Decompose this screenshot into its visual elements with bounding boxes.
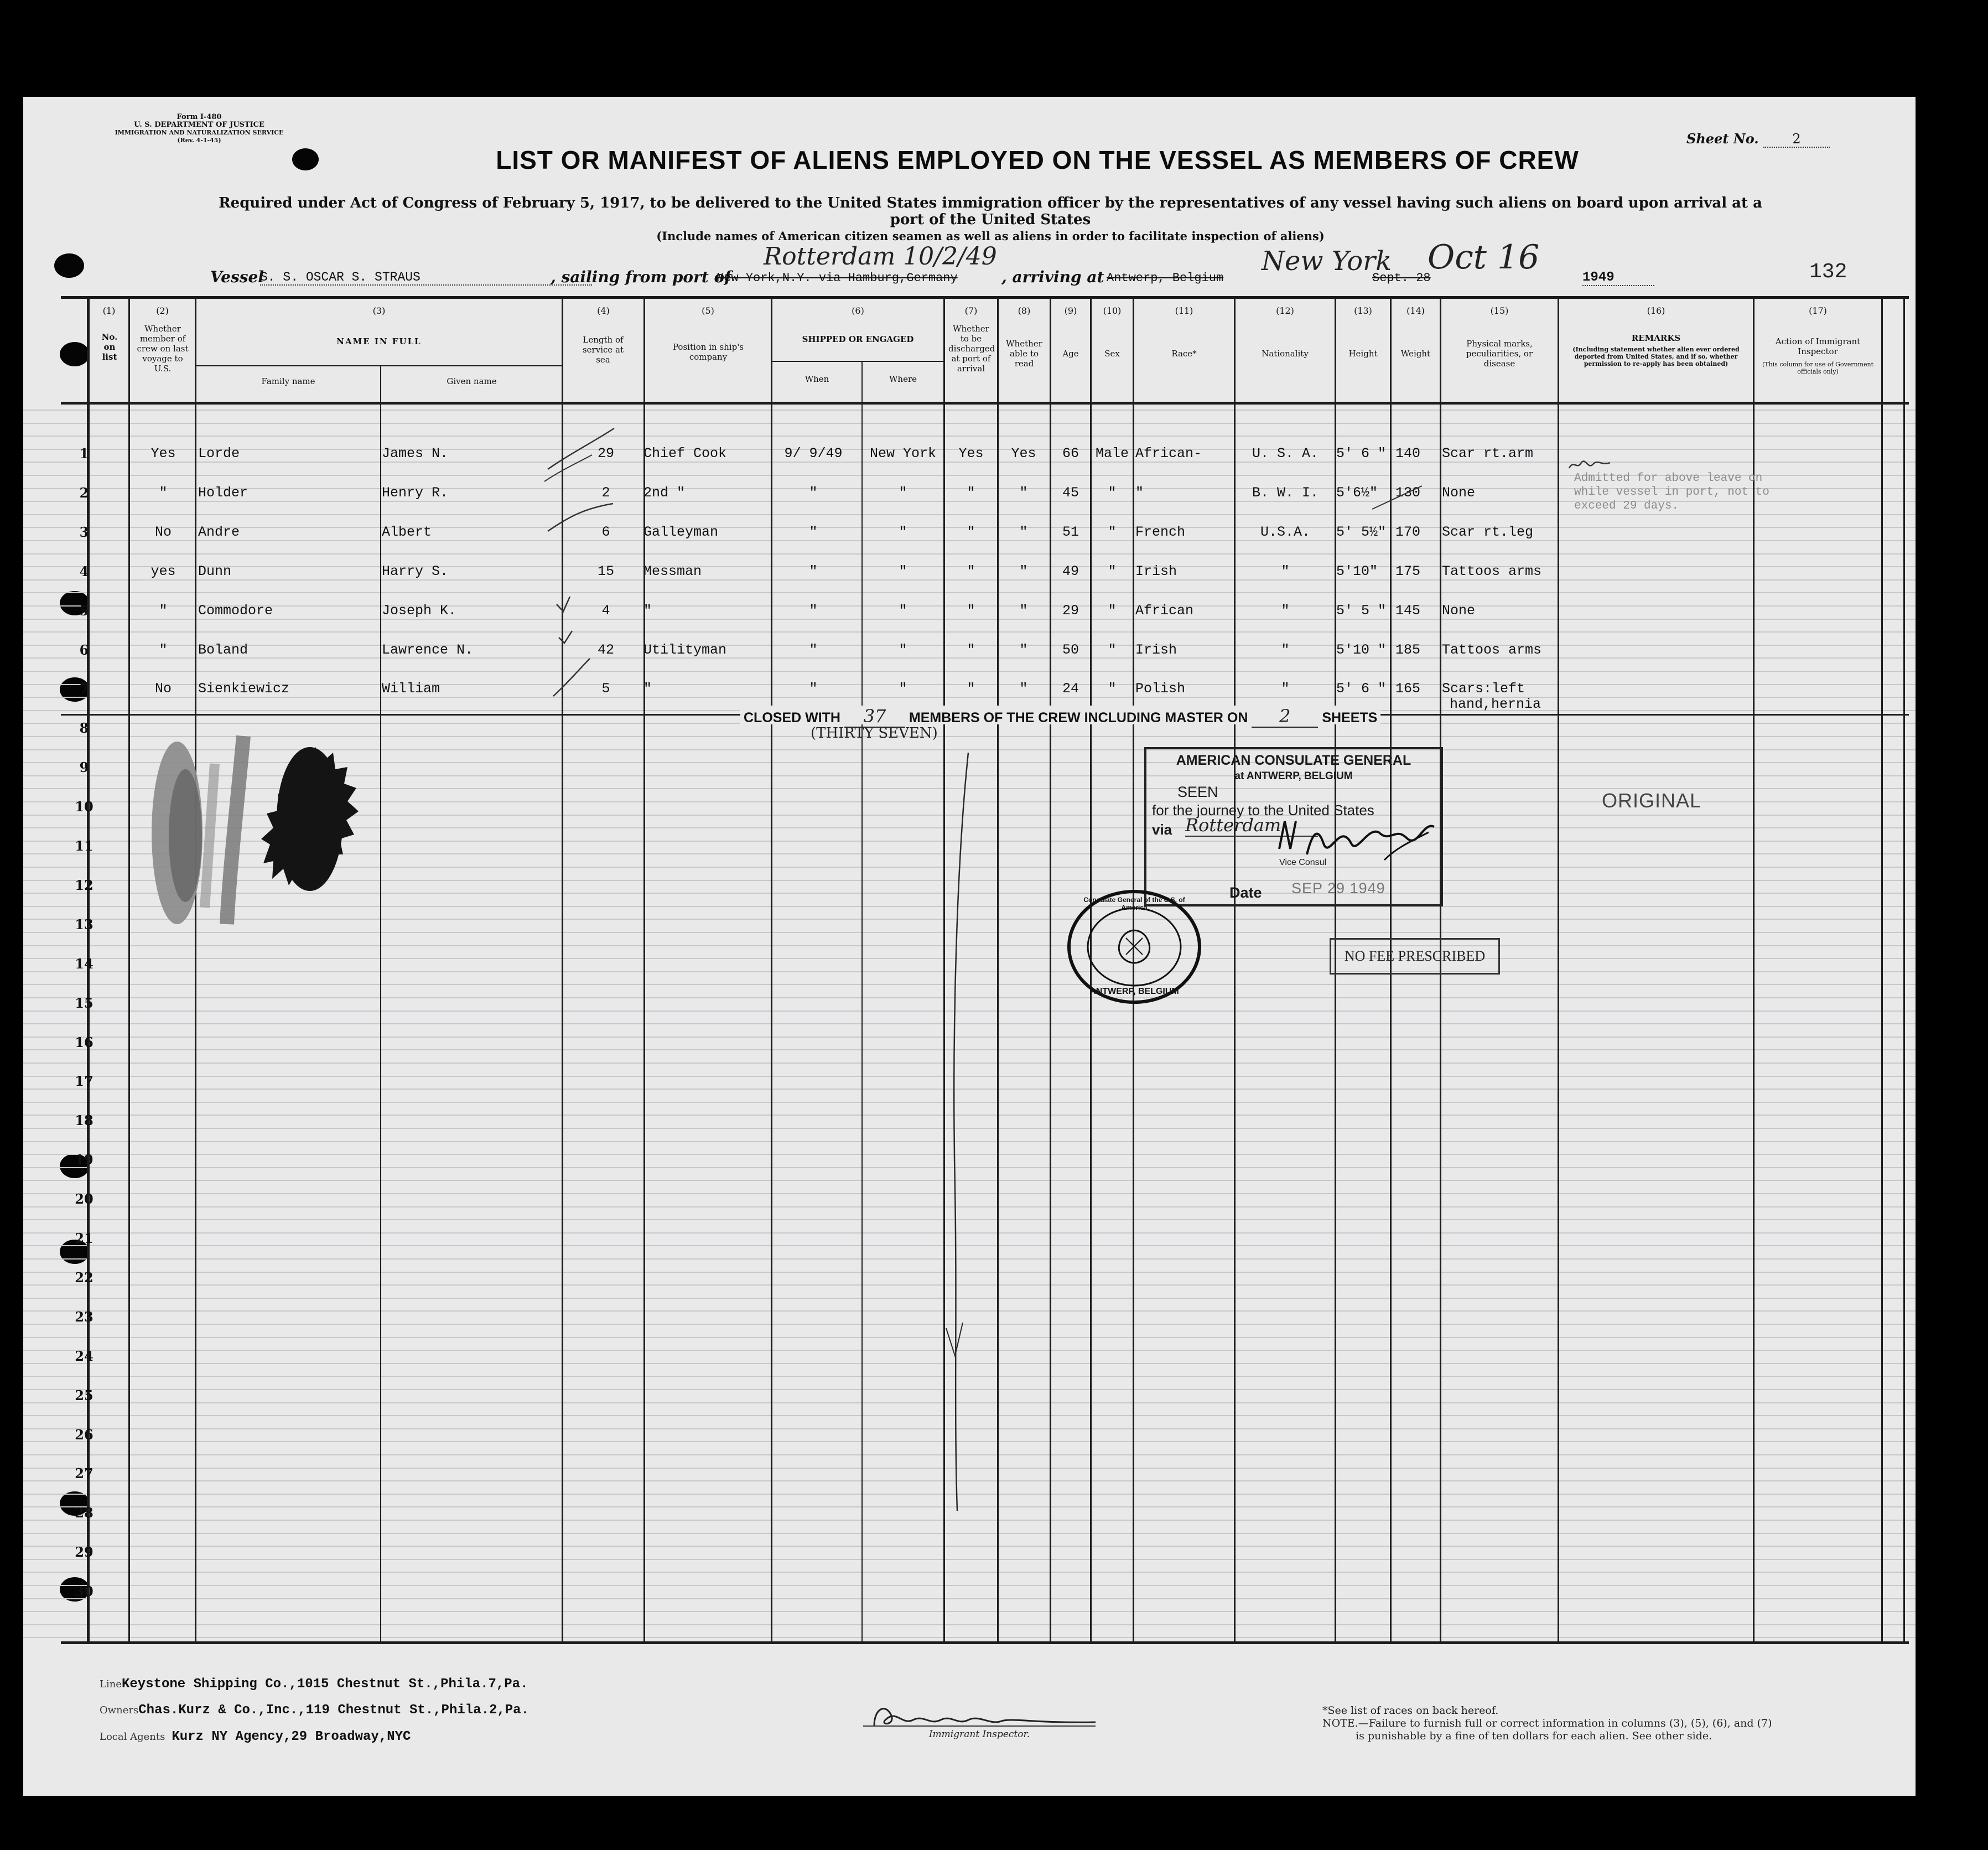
footer-line bbox=[100, 1677, 528, 1692]
header-last-voyage: Whether member of crew on last voyage to U.S. bbox=[137, 324, 189, 374]
seal-stamps bbox=[133, 730, 376, 935]
ledger-rule bbox=[23, 671, 1916, 672]
cell-height: 5' 5 " bbox=[1336, 603, 1387, 619]
header-action: Action of Immigrant Inspector bbox=[1775, 336, 1861, 356]
year: 1949 bbox=[1582, 270, 1654, 286]
cell-where: " bbox=[899, 524, 907, 540]
consulate-seen: SEEN bbox=[1177, 784, 1218, 800]
cell-read: " bbox=[1019, 642, 1028, 658]
cell-discharged: " bbox=[967, 524, 975, 540]
cell-family: Dunn bbox=[198, 563, 232, 579]
col-border bbox=[1881, 296, 1883, 1644]
cell-position: Chief Cook bbox=[643, 445, 727, 462]
cell-when: 9/ 9/49 bbox=[784, 445, 843, 462]
row-number: 24 bbox=[75, 1348, 94, 1364]
cell-family: Andre bbox=[198, 524, 240, 540]
page-number: 132 bbox=[1809, 260, 1847, 284]
table-top-border bbox=[61, 296, 1909, 299]
cell-read: Yes bbox=[1011, 445, 1036, 462]
closing-prefix: CLOSED WITH bbox=[744, 710, 840, 726]
cell-marks: Scar rt.arm bbox=[1442, 445, 1534, 462]
consulate-line-2: at ANTWERP, BELGIUM bbox=[1234, 770, 1353, 782]
cell-where: " bbox=[899, 603, 907, 619]
cell-age: 24 bbox=[1062, 681, 1079, 697]
header-shipped-engaged: SHIPPED OR ENGAGED bbox=[802, 334, 914, 344]
row-number: 4 bbox=[79, 563, 89, 579]
owners-value: Chas.Kurz & Co.,Inc.,119 Chestnut St.,Phila.2,Pa. bbox=[138, 1703, 529, 1718]
cell-sex: " bbox=[1108, 524, 1117, 540]
header-no-on-list: No. on list bbox=[101, 332, 118, 362]
header-able-to-read: Whether able to read bbox=[1006, 339, 1042, 369]
cell-given: William bbox=[382, 681, 440, 697]
closing-suffix: SHEETS bbox=[1322, 710, 1378, 726]
consulate-vice-consul: Vice Consul bbox=[1279, 858, 1327, 867]
ledger-rule bbox=[23, 1585, 1916, 1586]
cell-given: Joseph K. bbox=[382, 603, 457, 619]
cell-height: 5'10" bbox=[1336, 563, 1378, 579]
port-typed: New York,N.Y. via Hamburg,Germany bbox=[717, 271, 958, 285]
cell-age: 29 bbox=[1062, 603, 1079, 619]
col-border bbox=[380, 365, 381, 1644]
cell-discharged: " bbox=[967, 563, 975, 579]
cell-sex: Male bbox=[1095, 445, 1129, 462]
row-number: 25 bbox=[75, 1387, 94, 1403]
ledger-rule bbox=[23, 1533, 1916, 1534]
row-number: 6 bbox=[79, 642, 89, 658]
cell-sex: " bbox=[1108, 681, 1117, 697]
cell-prev: " bbox=[159, 642, 168, 658]
agents-value: Kurz NY Agency,29 Broadway,NYC bbox=[172, 1729, 411, 1744]
col-num: (9) bbox=[1064, 305, 1077, 316]
cell-position: " bbox=[643, 681, 652, 697]
ledger-rule bbox=[23, 631, 1916, 633]
name-subheader-line bbox=[195, 365, 563, 366]
header-sex: Sex bbox=[1104, 349, 1120, 359]
consul-signature bbox=[1274, 810, 1440, 871]
header-length-service: Length of service at sea bbox=[582, 335, 624, 365]
cell-where: " bbox=[899, 563, 907, 579]
cell-family: Lorde bbox=[198, 445, 240, 462]
cell-service: 6 bbox=[601, 524, 610, 540]
cell-discharged: " bbox=[967, 485, 975, 501]
cell-age: 50 bbox=[1062, 642, 1079, 658]
cell-position: " bbox=[643, 603, 652, 619]
cell-discharged: " bbox=[967, 681, 975, 697]
col-num: (16) bbox=[1647, 305, 1665, 316]
ledger-rule bbox=[23, 697, 1916, 698]
cell-family: Sienkiewicz bbox=[198, 681, 290, 697]
seal-top-text: Consulate General of the U.S. of America bbox=[1083, 896, 1185, 911]
cell-age: 51 bbox=[1062, 524, 1079, 540]
col-num: (1) bbox=[102, 305, 116, 316]
cell-marks: None bbox=[1442, 603, 1476, 619]
ledger-rule bbox=[23, 410, 1916, 411]
cell-read: " bbox=[1019, 563, 1028, 579]
cell-height: 5'10 " bbox=[1336, 642, 1387, 658]
col-num: (5) bbox=[702, 305, 714, 316]
row-number: 27 bbox=[75, 1465, 94, 1481]
col-num: (13) bbox=[1354, 305, 1372, 316]
cell-weight: 175 bbox=[1395, 563, 1421, 579]
form-number: Form I-480 bbox=[177, 113, 222, 121]
closing-sheets: 2 bbox=[1252, 706, 1318, 728]
cell-service: 15 bbox=[597, 563, 614, 579]
header-when: When bbox=[804, 374, 829, 384]
row-number: 26 bbox=[75, 1427, 94, 1443]
cell-marks: Tattoos arms bbox=[1442, 642, 1542, 658]
header-position: Position in ship's company bbox=[672, 342, 744, 362]
closing-middle: MEMBERS OF THE CREW INCLUDING MASTER ON bbox=[909, 710, 1248, 726]
ledger-rule bbox=[23, 540, 1916, 541]
cell-weight: 170 bbox=[1395, 524, 1421, 540]
cell-age: 66 bbox=[1062, 445, 1079, 462]
header-age: Age bbox=[1062, 349, 1079, 359]
department: U. S. DEPARTMENT OF JUSTICE bbox=[134, 121, 264, 129]
cell-service: 2 bbox=[601, 485, 610, 501]
row-number: 20 bbox=[75, 1191, 94, 1207]
subtitle-line-2: port of the United States bbox=[890, 211, 1091, 228]
cell-when: " bbox=[809, 642, 818, 658]
header-bottom-border bbox=[61, 402, 1909, 405]
col-num: (11) bbox=[1175, 305, 1193, 316]
col-border bbox=[1903, 296, 1905, 1644]
note-penalty-1: NOTE.—Failure to furnish full or correct information in columns (3), (5), (6), and (7) bbox=[1322, 1717, 1772, 1729]
header-height: Height bbox=[1348, 349, 1378, 359]
ledger-rule bbox=[23, 1559, 1916, 1560]
cell-when: " bbox=[809, 603, 818, 619]
footer-notes bbox=[1322, 1704, 1772, 1743]
cell-given: Albert bbox=[382, 524, 432, 540]
header-family-name: Family name bbox=[261, 376, 315, 386]
cell-discharged: " bbox=[967, 603, 975, 619]
row-number: 29 bbox=[75, 1544, 94, 1560]
pen-stroke bbox=[935, 747, 979, 1522]
cell-sex: " bbox=[1108, 642, 1117, 658]
cell-where: New York bbox=[869, 445, 937, 462]
cell-race: Irish bbox=[1135, 563, 1177, 579]
ledger-rule bbox=[23, 553, 1916, 555]
col-num: (6) bbox=[852, 305, 864, 316]
cell-marks: Scar rt.leg bbox=[1442, 524, 1534, 540]
vessel-name: S. S. OSCAR S. STRAUS bbox=[260, 270, 592, 286]
page-title: LIST OR MANIFEST OF ALIENS EMPLOYED ON THE VESSEL AS MEMBERS OF CREW bbox=[496, 146, 1579, 174]
cell-race: French bbox=[1135, 524, 1186, 540]
header-remarks: REMARKS bbox=[1631, 333, 1681, 343]
cell-sex: " bbox=[1108, 563, 1117, 579]
cell-where: " bbox=[899, 642, 907, 658]
cell-family: Holder bbox=[198, 485, 248, 501]
row-number: 2 bbox=[79, 485, 89, 501]
cell-prev: Yes bbox=[150, 445, 176, 462]
cell-height: 5' 5½" bbox=[1336, 524, 1387, 540]
row-number: 11 bbox=[75, 838, 94, 854]
col-num: (12) bbox=[1276, 305, 1294, 316]
header-nationality: Nationality bbox=[1262, 349, 1309, 359]
cell-position: Galleyman bbox=[643, 524, 719, 540]
line-value: Keystone Shipping Co.,1015 Chestnut St.,Phila.7,Pa. bbox=[121, 1677, 528, 1692]
cell-race: African bbox=[1135, 603, 1194, 619]
row-number: 17 bbox=[75, 1073, 94, 1089]
cell-given: James N. bbox=[382, 445, 449, 462]
row-number: 9 bbox=[79, 759, 89, 775]
closing-count: 37 bbox=[844, 706, 905, 728]
cell-prev: " bbox=[159, 485, 168, 501]
cell-weight: 140 bbox=[1395, 445, 1421, 462]
row-number: 23 bbox=[75, 1309, 94, 1325]
cell-marks: None bbox=[1442, 485, 1476, 501]
row-number: 21 bbox=[75, 1230, 94, 1246]
cell-height: 5' 6 " bbox=[1336, 445, 1387, 462]
line-label: Line bbox=[100, 1678, 122, 1690]
subtitle bbox=[105, 195, 1876, 245]
remarks-line-2: while vessel in port, not to bbox=[1574, 486, 1769, 499]
row-number: 5 bbox=[79, 603, 89, 619]
cell-height: 5' 6 " bbox=[1336, 681, 1387, 697]
cell-sex: " bbox=[1108, 603, 1117, 619]
header-remarks-note: (Including statement whether alien ever ordered deported from United States, and if so, whether permission to re-apply has been obtained) bbox=[1572, 346, 1740, 367]
consulate-via-label: via bbox=[1152, 821, 1172, 838]
cell-given: Harry S. bbox=[382, 563, 449, 579]
ledger-rule bbox=[23, 514, 1916, 515]
agents-label: Local Agents bbox=[100, 1731, 165, 1743]
footer-agents bbox=[100, 1729, 411, 1744]
ledger-rule bbox=[23, 1624, 1916, 1625]
header-name-in-full: NAME IN FULL bbox=[336, 336, 422, 346]
col-border bbox=[128, 296, 130, 1644]
consulate-journey: for the journey to the United States bbox=[1152, 802, 1374, 818]
cell-when: " bbox=[809, 524, 818, 540]
row-number: 13 bbox=[75, 916, 94, 932]
cell-discharged: Yes bbox=[958, 445, 984, 462]
cell-prev: " bbox=[159, 603, 168, 619]
cell-position: Messman bbox=[643, 563, 702, 579]
ledger-rule bbox=[23, 579, 1916, 581]
original-stamp: ORIGINAL bbox=[1602, 789, 1702, 812]
row-number: 30 bbox=[75, 1583, 94, 1599]
ledger-rule bbox=[23, 436, 1916, 437]
vessel-label: Vessel bbox=[210, 268, 264, 286]
cell-when: " bbox=[809, 563, 818, 579]
ledger-rule bbox=[23, 1637, 1916, 1638]
cell-given: Henry R. bbox=[382, 485, 449, 501]
cell-prev: yes bbox=[150, 563, 176, 579]
col-num: (2) bbox=[156, 305, 169, 316]
no-fee-stamp: NO FEE PRESCRIBED bbox=[1330, 938, 1500, 975]
cell-weight: 185 bbox=[1395, 642, 1421, 658]
cell-sex: " bbox=[1108, 485, 1117, 501]
cell-prev: No bbox=[154, 524, 172, 540]
row-number: 16 bbox=[75, 1034, 94, 1050]
row-number: 10 bbox=[75, 799, 94, 815]
ledger-rule bbox=[23, 592, 1916, 593]
owners-label: Owners bbox=[100, 1704, 139, 1716]
row-number: 15 bbox=[75, 995, 94, 1011]
cell-read: " bbox=[1019, 524, 1028, 540]
ledger-rule bbox=[23, 1611, 1916, 1612]
cell-weight: 130 bbox=[1395, 485, 1421, 501]
cell-nationality: B. W. I. bbox=[1252, 485, 1319, 501]
subtitle-line-1: Required under Act of Congress of February 5, 1917, to be delivered to the United States immigration officer by the representatives of any vessel having such aliens on board upon arrival at a bbox=[219, 195, 1762, 211]
cell-marks-line-2: hand,hernia bbox=[1450, 696, 1541, 712]
vessel-line bbox=[210, 238, 1732, 289]
header-physical-marks: Physical marks, peculiarities, or disease bbox=[1466, 339, 1533, 369]
cell-read: " bbox=[1019, 681, 1028, 697]
height-correction bbox=[1367, 481, 1428, 515]
cell-race: Polish bbox=[1135, 681, 1186, 697]
cell-nationality: U.S.A. bbox=[1260, 524, 1310, 540]
subtitle-line-3: (Include names of American citizen seamen as well as aliens in order to facilitate inspection of aliens) bbox=[656, 229, 1325, 243]
port-handwritten: Rotterdam 10/2/49 bbox=[764, 242, 997, 271]
shipped-subheader-line bbox=[772, 361, 944, 362]
row-number: 18 bbox=[75, 1112, 94, 1128]
ledger-rule bbox=[23, 1546, 1916, 1547]
remarks-admitted-stamp bbox=[1574, 471, 1769, 513]
ledger-rule bbox=[23, 1572, 1916, 1573]
col-num: (17) bbox=[1809, 305, 1827, 316]
remarks-line-1: Admitted for above leave on bbox=[1574, 472, 1763, 485]
service: IMMIGRATION AND NATURALIZATION SERVICE bbox=[115, 129, 284, 136]
col-num: (14) bbox=[1406, 305, 1425, 316]
row-number: 14 bbox=[75, 956, 94, 972]
col-border bbox=[771, 296, 772, 1644]
cell-nationality: " bbox=[1281, 681, 1290, 697]
cell-read: " bbox=[1019, 603, 1028, 619]
row-number: 8 bbox=[79, 720, 89, 736]
cell-family: Boland bbox=[198, 642, 248, 658]
header-race: Race* bbox=[1171, 349, 1197, 359]
row-number: 3 bbox=[79, 524, 89, 540]
cell-weight: 145 bbox=[1395, 603, 1421, 619]
header-weight: Weight bbox=[1400, 349, 1431, 359]
header-action-note: (This column for use of Government officials only) bbox=[1762, 361, 1874, 375]
col-num: (3) bbox=[372, 305, 386, 316]
cell-nationality: " bbox=[1281, 642, 1290, 658]
col-border bbox=[861, 361, 863, 1644]
cell-discharged: " bbox=[967, 642, 975, 658]
cell-given: Lawrence N. bbox=[382, 642, 474, 658]
ledger-rule bbox=[23, 423, 1916, 424]
cell-nationality: " bbox=[1281, 563, 1290, 579]
cell-position: Utilityman bbox=[643, 642, 727, 658]
consulate-date: SEP 29 1949 bbox=[1291, 880, 1385, 897]
arriving-label: , arriving at bbox=[1001, 268, 1104, 286]
consulate-line-1: AMERICAN CONSULATE GENERAL bbox=[1176, 753, 1411, 768]
date-handwritten: Oct 16 bbox=[1428, 238, 1540, 277]
consulate-round-seal bbox=[1065, 888, 1203, 1006]
col-num: (10) bbox=[1103, 305, 1122, 316]
closing-statement bbox=[740, 706, 1380, 727]
cell-where: " bbox=[899, 681, 907, 697]
row-number: 1 bbox=[79, 445, 89, 462]
seal-bottom-text: ANTWERP, BELGIUM bbox=[1089, 987, 1179, 996]
cell-service: 42 bbox=[597, 642, 614, 658]
header-discharged: Whether to be discharged at port of arrival bbox=[948, 324, 995, 374]
col-border bbox=[195, 296, 196, 1644]
header-given-name: Given name bbox=[447, 376, 497, 386]
closing-count-words: (THIRTY SEVEN) bbox=[811, 725, 938, 742]
col-border bbox=[997, 296, 999, 1644]
row-number: 22 bbox=[75, 1269, 94, 1286]
cell-where: " bbox=[899, 485, 907, 501]
col-num: (15) bbox=[1490, 305, 1509, 316]
ledger-rule bbox=[23, 462, 1916, 463]
header-where: Where bbox=[889, 374, 917, 384]
cell-race: African- bbox=[1135, 445, 1202, 462]
cell-family: Commodore bbox=[198, 603, 273, 619]
sailing-label: , sailing from port of bbox=[551, 268, 731, 286]
cell-when: " bbox=[809, 681, 818, 697]
cell-race: Irish bbox=[1135, 642, 1177, 658]
inspector-label: Immigrant Inspector. bbox=[928, 1729, 1030, 1740]
col-border bbox=[1558, 296, 1559, 1644]
row-number: 19 bbox=[75, 1152, 94, 1168]
cell-nationality: " bbox=[1281, 603, 1290, 619]
cell-read: " bbox=[1019, 485, 1028, 501]
ledger-rule bbox=[23, 1598, 1916, 1599]
cell-race: " bbox=[1135, 485, 1144, 501]
cell-marks: Scars:left bbox=[1442, 681, 1525, 697]
note-penalty-2: is punishable by a fine of ten dollars for each alien. See other side. bbox=[1356, 1730, 1712, 1742]
cell-when: " bbox=[809, 485, 818, 501]
form-info bbox=[94, 113, 304, 144]
cell-weight: 165 bbox=[1395, 681, 1421, 697]
revision: (Rev. 4-1-45) bbox=[177, 137, 221, 144]
cell-age: 45 bbox=[1062, 485, 1079, 501]
cell-marks: Tattoos arms bbox=[1442, 563, 1542, 579]
consulate-via: Rotterdam bbox=[1185, 815, 1318, 837]
row-number: 12 bbox=[75, 877, 94, 893]
cell-service: 5 bbox=[601, 681, 610, 697]
row-number: 28 bbox=[75, 1505, 94, 1521]
date-typed: Sept. 28 bbox=[1372, 271, 1431, 285]
arriving-typed: Antwerp, Belgium bbox=[1107, 271, 1224, 285]
punch-hole bbox=[54, 253, 84, 278]
punch-hole bbox=[60, 342, 90, 366]
cell-age: 49 bbox=[1062, 563, 1079, 579]
col-num: (4) bbox=[597, 305, 610, 316]
arriving-handwritten: New York bbox=[1262, 246, 1392, 277]
cell-prev: No bbox=[154, 681, 172, 697]
sheet-label: Sheet No. bbox=[1686, 131, 1759, 147]
sheet-value: 2 bbox=[1763, 131, 1830, 148]
cell-position: 2nd " bbox=[643, 485, 686, 501]
table-bottom-border bbox=[61, 1641, 1909, 1644]
col-num: (8) bbox=[1018, 305, 1031, 316]
service-check-marks bbox=[537, 421, 625, 708]
note-races: *See list of races on back hereof. bbox=[1322, 1704, 1499, 1717]
consulate-date-label: Date bbox=[1229, 884, 1262, 901]
row-number: 7 bbox=[79, 681, 89, 697]
ledger-rule bbox=[23, 619, 1916, 620]
remarks-line-3: exceed 29 days. bbox=[1574, 500, 1679, 512]
inspector-line bbox=[863, 1725, 1096, 1727]
cell-nationality: U. S. A. bbox=[1252, 445, 1319, 462]
cell-service: 29 bbox=[597, 445, 614, 462]
footer-owners bbox=[100, 1703, 529, 1718]
cell-service: 4 bbox=[601, 603, 610, 619]
col-num: (7) bbox=[964, 305, 978, 316]
consulate-stamp bbox=[1144, 747, 1443, 906]
cell-height: 5'6½" bbox=[1336, 485, 1378, 501]
